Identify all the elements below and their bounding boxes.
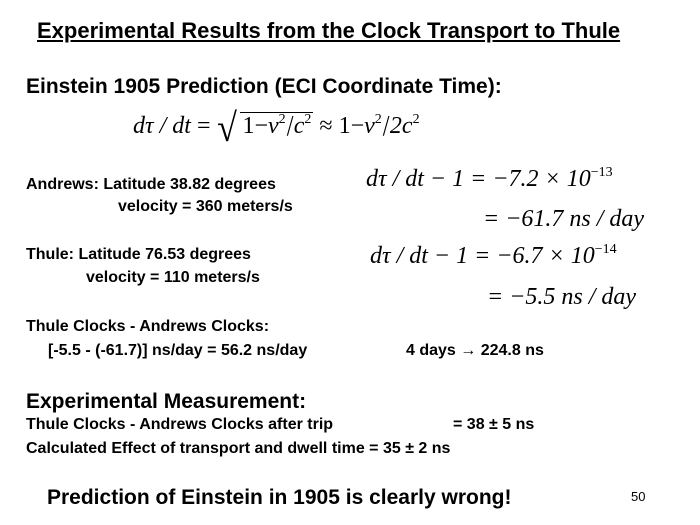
andrews-exponent: −13 (590, 165, 613, 180)
difference-calc: [-5.5 - (-61.7)] ns/day = 56.2 ns/day (48, 342, 308, 359)
page-number: 50 (631, 489, 646, 504)
prediction-heading: Einstein 1905 Prediction (ECI Coordinate Time): (26, 75, 502, 98)
eq-equals: = (196, 113, 211, 139)
thule-velocity: velocity = 110 meters/s (86, 269, 260, 286)
sqrt-symbol: √ (217, 105, 238, 150)
thule-ns-per-day: = −5.5 ns / day (487, 284, 637, 310)
arrow-right-icon: → (460, 342, 477, 359)
andrews-label: Andrews: Latitude 38.82 degrees (26, 176, 276, 193)
thule-equation: dτ / dt − $1 = -6.7 \times 10^{-14}$ (370, 242, 617, 269)
measurement-line1-label: Thule Clocks - Andrews Clocks after trip (26, 416, 334, 433)
andrews-velocity: velocity = 360 meters/s (118, 198, 293, 215)
thule-label: Thule: Latitude 76.53 degrees (26, 246, 251, 263)
thule-exponent: −14 (594, 242, 617, 257)
andrews-equation: dτ / dt − $1 = -7.2 \times 10^{-13}$ (366, 165, 613, 192)
eq-rhs: $1-v^2/2c^2$ (338, 108, 420, 143)
eq-lhs: dτ / dt (133, 113, 191, 139)
measurement-heading: Experimental Measurement: (26, 390, 307, 413)
main-equation (133, 105, 420, 150)
andrews-ns-per-day: = −61.7 ns / day (483, 206, 645, 232)
measurement-line1-value: = 38 ± 5 ns (453, 416, 535, 433)
difference-label: Thule Clocks - Andrews Clocks: (26, 318, 270, 335)
eq-approx: ≈ (319, 113, 333, 139)
conclusion: Prediction of Einstein in 1905 is clearly wrong! (47, 486, 512, 509)
measurement-line2: Calculated Effect of transport and dwell time = 35 ± 2 ns (26, 440, 451, 457)
slide-title: Experimental Results from the Clock Transport to Thule (37, 18, 621, 43)
sqrt-body: $1-v^2/c^2$ (242, 108, 312, 143)
difference-total: 4 days → 224.8 ns (406, 342, 544, 359)
